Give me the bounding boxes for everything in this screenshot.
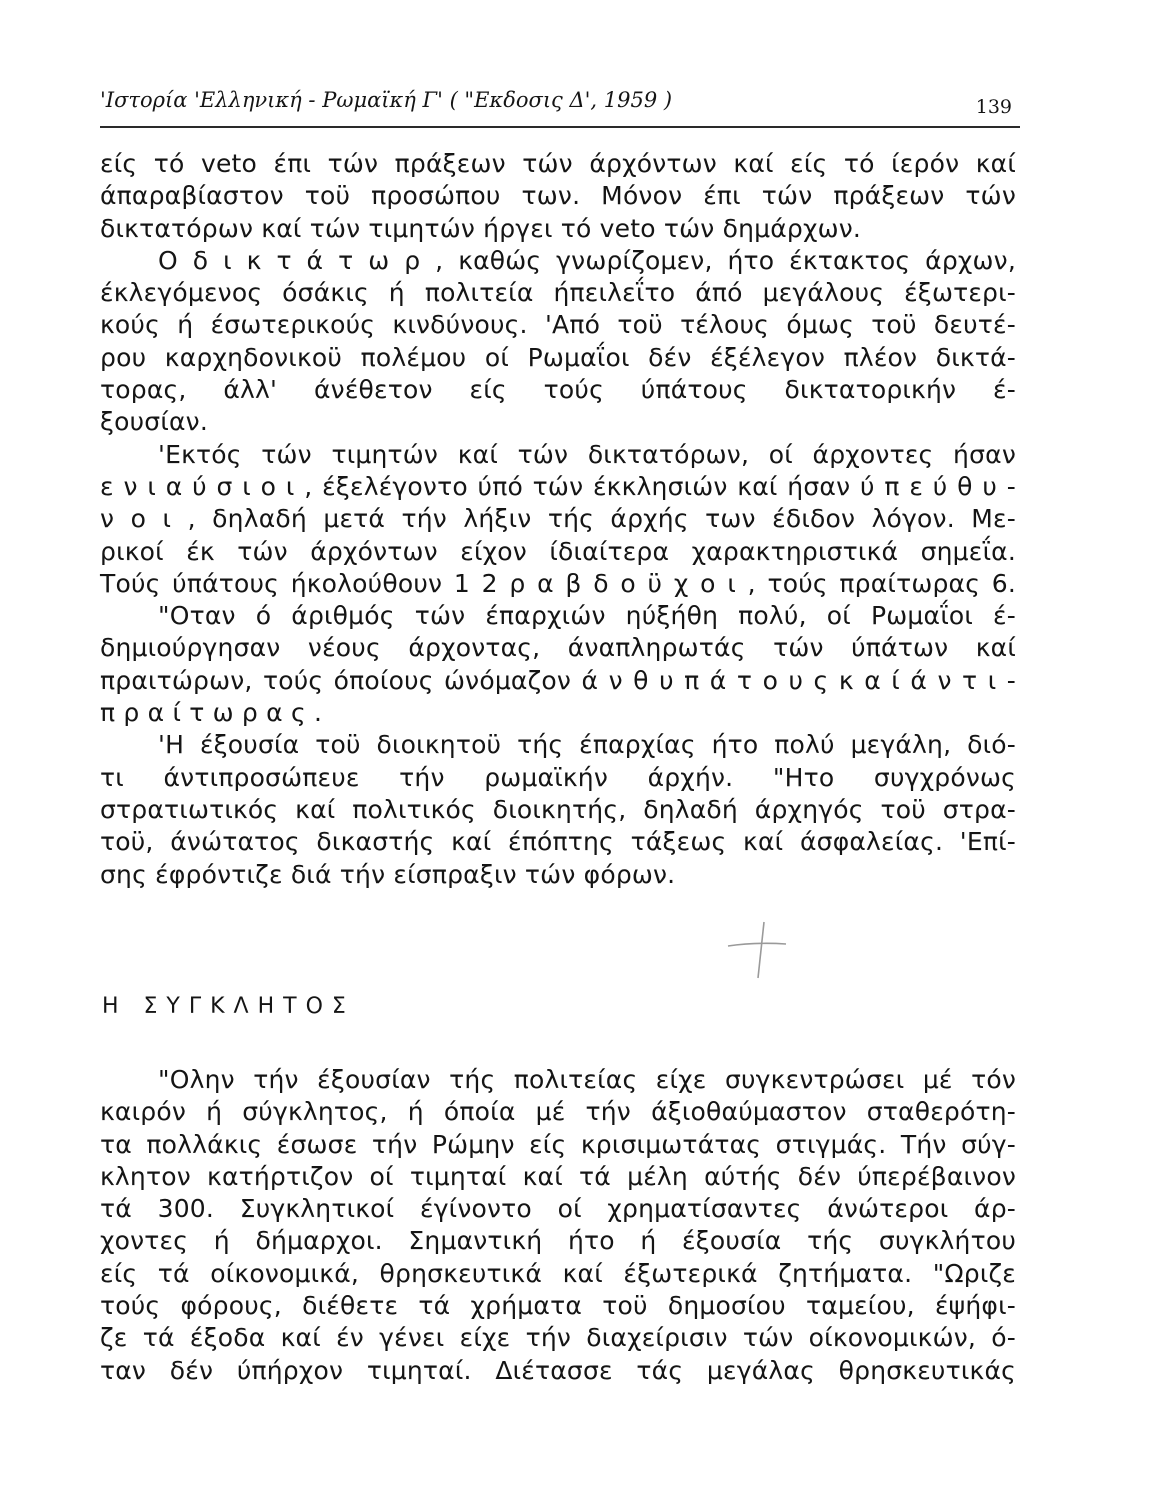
- text-line: ρικοί έκ τών άρχόντων είχον ίδιαίτερα χαρακτηριστικά σημεΐα.: [100, 536, 1016, 566]
- text-line: ξουσίαν.: [100, 407, 208, 437]
- paragraph: [100, 729, 1016, 890]
- text-line: τοϋ, άνώτατος δικαστής καί έπόπτης τάξεως καί άσφαλείας. 'Επί-: [100, 827, 1016, 857]
- text-line: "Οταν ό άριθμός τών έπαρχιών ηύξήθη πολύ, οί Ρωμαΐοι έ-: [158, 601, 1016, 631]
- paragraph: [100, 148, 1016, 245]
- text-line: π ρ α ί τ ω ρ α ς .: [100, 698, 323, 728]
- text-line: τα πολλάκις έσωσε τήν Ρώμην είς κρισιμωτάτας στιγμάς. Τήν σύγ-: [100, 1129, 1016, 1159]
- text-line: 'Εκτός τών τιμητών καί τών δικτατόρων, οί άρχοντες ήσαν: [158, 439, 1016, 469]
- text-line: δικτατόρων καί τών τιμητών ήργει τό veto τών δημάρχων.: [100, 213, 862, 243]
- text-line: στρατιωτικός καί πολιτικός διοικητής, δηλαδή άρχηγός τοϋ στρα-: [100, 794, 1016, 824]
- page-number: 139: [975, 96, 1012, 118]
- paragraph: [100, 245, 1016, 439]
- text-line: ε ν ι α ύ σ ι ο ι , έξελέγοντο ύπό τών έκκλησιών καί ήσαν ύ π ε ύ θ υ -: [100, 471, 1016, 501]
- text-line: 'Η έξουσία τοϋ διοικητοϋ τής έπαρχίας ήτο πολύ μεγάλη, διό-: [158, 730, 1016, 760]
- section-1-body: [100, 148, 1016, 891]
- paragraph: [100, 600, 1016, 729]
- text-line: ζε τά έξοδα καί έν γένει είχε τήν διαχείρισιν τών οίκονομικών, ό-: [100, 1323, 1016, 1353]
- text-line: τι άντιπροσώπευε τήν ρωμαϊκήν άρχήν. "Ητο συγχρόνως: [100, 762, 1016, 792]
- text-line: "Ολην τήν έξουσίαν τής πολιτείας είχε συγκεντρώσει μέ τόν: [158, 1065, 1016, 1094]
- text-line: κούς ή έσωτερικούς κινδύνους. 'Από τοϋ τέλους όμως τοϋ δευτέ-: [100, 310, 1016, 340]
- text-line: άπαραβίαστον τοϋ προσώπου των. Μόνον έπι τών πράξεων τών: [100, 181, 1016, 211]
- text-line: καιρόν ή σύγκλητος, ή όποία μέ τήν άξιοθαύμαστον σταθερότη-: [100, 1097, 1016, 1127]
- header-title: 'Ιστορία 'Ελληνική - Ρωμαϊκή Γ' ( "Εκδοσις Δ', 1959 ): [100, 88, 673, 112]
- text-line: είς τά οίκονομικά, θρησκευτικά καί έξωτερικά ζητήματα. "Ωριζε: [100, 1258, 1016, 1288]
- text-line: Τούς ύπάτους ήκολούθουν 1 2 ρ α β δ ο ϋ χ ο ι , τούς πραίτωρας 6.: [100, 568, 1016, 598]
- text-line: Ο δ ι κ τ ά τ ω ρ , καθώς γνωρίζομεν, ήτο έκτακτος άρχων,: [158, 245, 1016, 275]
- section-heading: Η ΣΥΓΚΛΗΤΟΣ: [102, 994, 355, 1019]
- text-line: δημιούργησαν νέους άρχοντας, άναπληρωτάς τών ύπάτων καί: [100, 633, 1016, 663]
- text-line: κλητον κατήρτιζον οί τιμηταί καί τά μέλη αύτής δέν ύπερέβαινον: [100, 1161, 1016, 1191]
- text-line: χοντες ή δήμαρχοι. Σημαντική ήτο ή έξουσία τής συγκλήτου: [100, 1226, 1016, 1256]
- text-line: ταν δέν ύπήρχον τιμηταί. Διέτασσε τάς μεγάλας θρησκευτικάς: [100, 1355, 1016, 1385]
- text-line: σης έφρόντιζε διά τήν είσπραξιν τών φόρων.: [100, 859, 676, 889]
- text-line: είς τό veto έπι τών πράξεων τών άρχόντων καί είς τό ίερόν καί: [100, 149, 1016, 178]
- text-line: τά 300. Συγκλητικοί έγίνοντο οί χρηματίσαντες άνώτεροι άρ-: [100, 1194, 1016, 1224]
- text-line: ρου καρχηδονικοϋ πολέμου οί Ρωμαΐοι δέν έξέλεγον πλέον δικτά-: [100, 342, 1016, 372]
- paragraph: [100, 439, 1016, 600]
- text-line: έκλεγόμενος όσάκις ή πολιτεία ήπειλεΐτο άπό μεγάλους έξωτερι-: [100, 278, 1016, 308]
- paragraph: [100, 1064, 1016, 1387]
- handwritten-cross-mark-icon: [722, 920, 792, 980]
- text-line: πραιτώρων, τούς όποίους ώνόμαζον ά ν θ υ π ά τ ο υ ς κ α ί ά ν τ ι -: [100, 665, 1016, 695]
- section-2-body: [100, 1064, 1016, 1387]
- running-header: [100, 86, 1020, 128]
- text-line: τορας, άλλ' άνέθετον είς τούς ύπάτους δικτατορικήν έ-: [100, 375, 1016, 405]
- text-line: τούς φόρους, διέθετε τά χρήματα τοϋ δημοσίου ταμείου, έψήφι-: [100, 1291, 1016, 1321]
- text-line: ν ο ι , δηλαδή μετά τήν λήξιν τής άρχής των έδιδον λόγον. Με-: [100, 504, 1016, 534]
